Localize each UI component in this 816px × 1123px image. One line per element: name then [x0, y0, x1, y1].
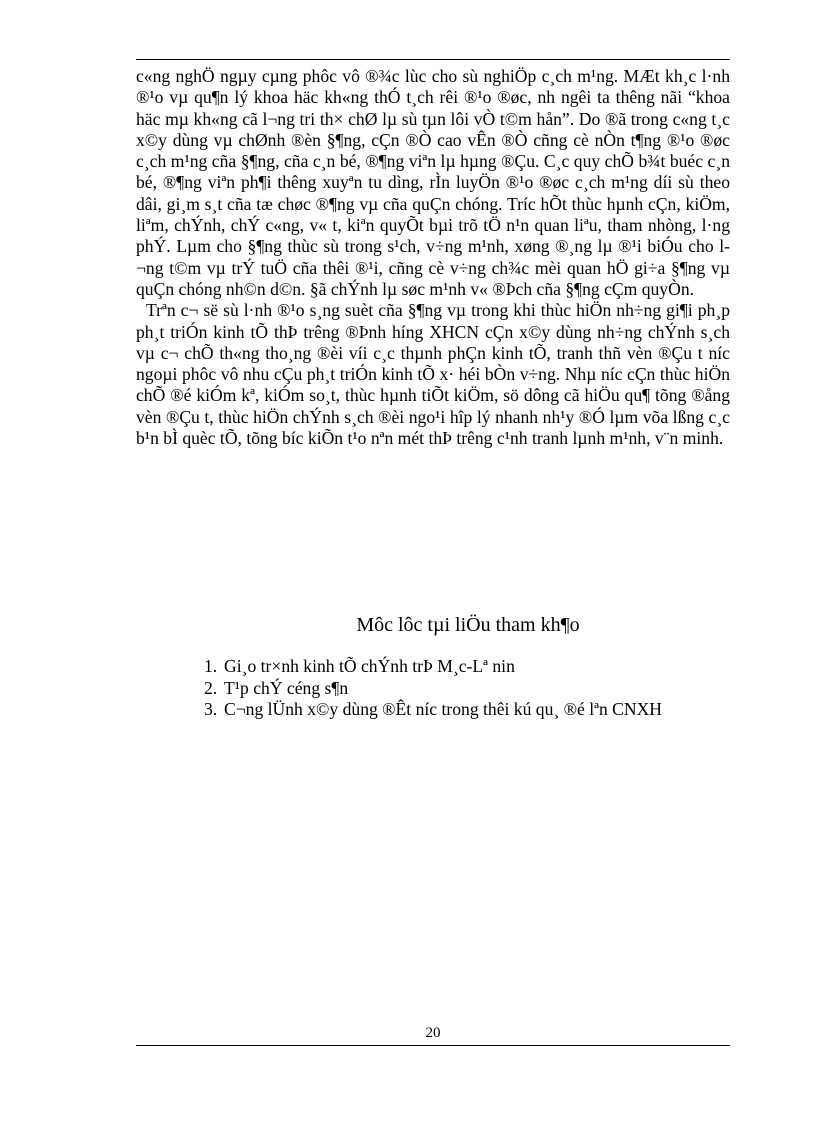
list-item-number: 3.	[204, 699, 218, 719]
body-text	[136, 66, 730, 449]
page-number: 20	[425, 1025, 441, 1041]
paragraph: c«ng nghÖ ngµy cµng phôc vô ®¾c lùc cho sù nghiÖp c¸ch m¹ng. MÆt kh¸c l·nh ®¹o vµ qu¶n lý khoa häc kh«ng thÓ t¸ch rêi ®¹o ®øc, nh ngêi ta thêng nãi “khoa häc mµ kh«ng cã l¬ng tri th× chØ lµ sù tµn lôi vÒ t©m hån”. Do ®ã trong c«ng t¸c x©y dùng vµ chØnh ®èn §¶ng, cÇn ®Ò cao vÊn ®Ò cñng cè nÒn t¶ng ®¹o ®øc c¸ch m¹ng cña §¶ng, cña c¸n bé, ®¶ng viªn lµ hµng ®Çu. C¸c quy chÕ b¾t buéc c¸n bé, ®¶ng viªn ph¶i thêng xuyªn tu dìng, rÌn luyÖn ®¹o ®øc c¸ch m¹ng díi sù theo dâi, gi¸m s¸t cña tæ chøc ®¶ng vµ cña quÇn chóng. Tríc hÕt thùc hµnh cÇn, kiÖm, liªm, chÝnh, chÝ c«ng, v« t, kiªn quyÕt bµi trõ tÖ n¹n quan liªu, tham nhòng, l·ng phÝ. Lµm cho §¶ng thùc sù trong s¹ch, v÷ng m¹nh, xøng ®¸ng lµ ®¹i biÓu cho l¬ng t©m vµ trÝ tuÖ cña thêi ®¹i, cñng cè v÷ng ch¾c mèi quan hÖ gi÷a §¶ng vµ quÇn chóng nh©n d©n. §ã chÝnh lµ søc m¹nh v« ®Þch cña §¶ng cÇm quyÒn.	[136, 66, 730, 299]
list-item-text: T¹p chÝ céng s¶n	[224, 677, 349, 698]
list-item	[204, 699, 730, 721]
references-list	[204, 656, 730, 721]
paragraph: Trªn c¬ së sù l·nh ®¹o s¸ng suèt cña §¶ng vµ trong khi thùc hiÖn nh÷ng gi¶i ph¸p ph¸t triÓn kinh tÕ thÞ trêng ®Þnh híng XHCN cÇn x©y dùng nh÷ng chÝnh s¸ch vµ c¬ chÕ th«ng tho¸ng ®èi víi c¸c thµnh phÇn kinh tÕ, tranh thñ vèn ®Çu t níc ngoµi phôc vô nhu cÇu ph¸t triÓn kinh tÕ x· héi bÒn v÷ng. Nhµ níc cÇn thùc hiÖn chÕ ®é kiÓm kª, kiÓm so¸t, thùc hµnh tiÕt kiÖm, sö dông cã hiÖu qu¶ tõng ®ång vèn ®Çu t, thùc hiÖn chÝnh s¸ch ®èi ngo¹i hîp lý nhanh nh¹y ®Ó lµm võa lßng c¸c b¹n bÌ quèc tÕ, tõng bíc kiÕn t¹o nªn mét thÞ trêng c¹nh tranh lµnh m¹nh, v¨n minh.	[136, 300, 730, 449]
header-rule	[136, 59, 730, 60]
footer-rule	[136, 1045, 730, 1046]
list-item-number: 1.	[204, 656, 218, 676]
list-item-text: Gi¸o tr×nh kinh tÕ chÝnh trÞ M¸c-Lª nin	[224, 656, 515, 676]
list-item	[204, 656, 730, 678]
list-item-text: C¬ng lÜnh x©y dùng ®Êt níc trong thêi kú qu¸ ®é lªn CNXH	[224, 699, 662, 719]
list-item-number: 2.	[204, 677, 218, 698]
list-item	[204, 678, 730, 700]
references-title: Môc lôc tµi liÖu tham kh¶o	[356, 614, 580, 636]
